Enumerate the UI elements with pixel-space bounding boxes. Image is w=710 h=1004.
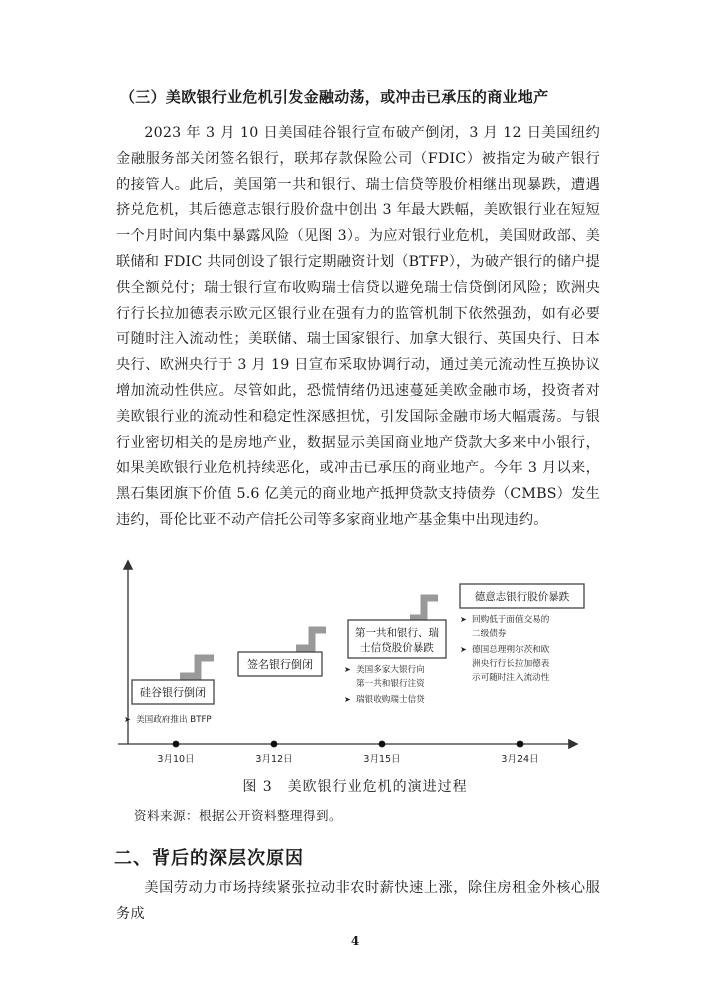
page-number: 4 — [350, 934, 360, 948]
note-marker: ➤ — [344, 695, 351, 704]
stair-connector-3 — [410, 598, 438, 618]
note-marker: ➤ — [460, 645, 467, 654]
note-3c: 瑞银收购瑞士信贷 — [356, 695, 425, 705]
stair-connector-2 — [296, 630, 326, 648]
crisis-timeline-figure — [110, 548, 590, 788]
date-label-1: 3月10日 — [157, 754, 195, 765]
note-4a: 回购低于面值交易的 — [472, 615, 550, 625]
step-label-3a: 第一共和银行、瑞 — [355, 627, 439, 639]
note-4e: 示可随时注入流动性 — [472, 673, 550, 683]
note-1: 美国政府推出 BTFP — [136, 715, 212, 725]
figure-source: 资料来源：根据公开资料整理得到。 — [134, 808, 343, 823]
date-label-2: 3月12日 — [255, 754, 293, 765]
date-label-3: 3月15日 — [363, 754, 401, 765]
note-marker: ➤ — [124, 715, 131, 724]
note-4d: 洲央行行长拉加德表 — [472, 659, 550, 669]
note-4c: 德国总理朔尔茨和欧 — [472, 645, 550, 655]
figure-caption: 图 3 美欧银行业危机的演进过程 — [242, 779, 468, 795]
stair-connector-1 — [180, 658, 214, 676]
step-label-2: 签名银行倒闭 — [247, 658, 313, 671]
note-3a: 美国多家大银行向 — [356, 665, 425, 675]
date-label-4: 3月24日 — [501, 754, 539, 765]
section-heading: （三）美欧银行业危机引发金融动荡，或冲击已承压的商业地产 — [120, 88, 549, 106]
date-dot-3 — [379, 741, 386, 748]
step-label-1: 硅谷银行倒闭 — [140, 686, 206, 699]
note-marker: ➤ — [344, 665, 351, 674]
step-label-4: 德意志银行股价暴跌 — [474, 591, 570, 603]
note-marker: ➤ — [460, 615, 467, 624]
note-4b: 二级债券 — [472, 629, 507, 639]
body-paragraph-2: 美国劳动力市场持续紧张拉动非农时薪快速上涨，除住房租金外核心服务成 — [116, 880, 600, 922]
body-paragraph-1: 2023 年 3 月 10 日美国硅谷银行宣布破产倒闭，3 月 12 日美国纽约金融服务部关闭签名银行，联邦存款保险公司（FDIC）被指定为破产银行的接管人。此后，美国第一共和银行、瑞士信贷等股价相继出现暴跌，遭遇挤兑危机，其后德意志银行股价盘中创出 3 年最大跌幅，美欧银行业在短短一个月时间内集中暴露风险（见图 3）。为应对银行业危机，美国财政部、美联储和 FDIC 共同创设了银行定期融资计划（BTFP），为破产银行的储户提供全额兑付；瑞士银行宣布收购瑞士信贷以避免瑞士信贷倒闭风险；欧洲央行行长拉加德表示欧元区银行业在强有力的监管机制下依然强劲，如有必要可随时注入流动性；美联储、瑞士国家银行、加拿大银行、英国央行、日本央行、欧洲央行于 3 月 19 日宣布采取协调行动，通过美元流动性互换协议增加流动性供应。尽管如此，恐慌情绪仍迅速蔓延美欧金融市场，投资者对美欧银行业的流动性和稳定性深感担忧，引发国际金融市场大幅震荡。与银行业密切相关的是房地产业，数据显示美国商业地产贷款大多来中小银行，如果美欧银行业危机持续恶化，或冲击已承压的商业地产。今年 3 月以来，黑石集团旗下价值 5.6 亿美元的商业地产抵押贷款支持债券（CMBS）发生违约，哥伦比亚不动产信托公司等多家商业地产基金集中出现违约。 — [116, 125, 600, 528]
section-heading-2: 二、背后的深层次原因 — [114, 848, 304, 869]
step-label-3b: 士信贷股价暴跌 — [360, 642, 434, 654]
date-dot-4 — [517, 741, 524, 748]
date-dot-1 — [173, 741, 180, 748]
date-dot-2 — [271, 741, 278, 748]
note-3b: 第一共和银行注资 — [356, 679, 425, 689]
